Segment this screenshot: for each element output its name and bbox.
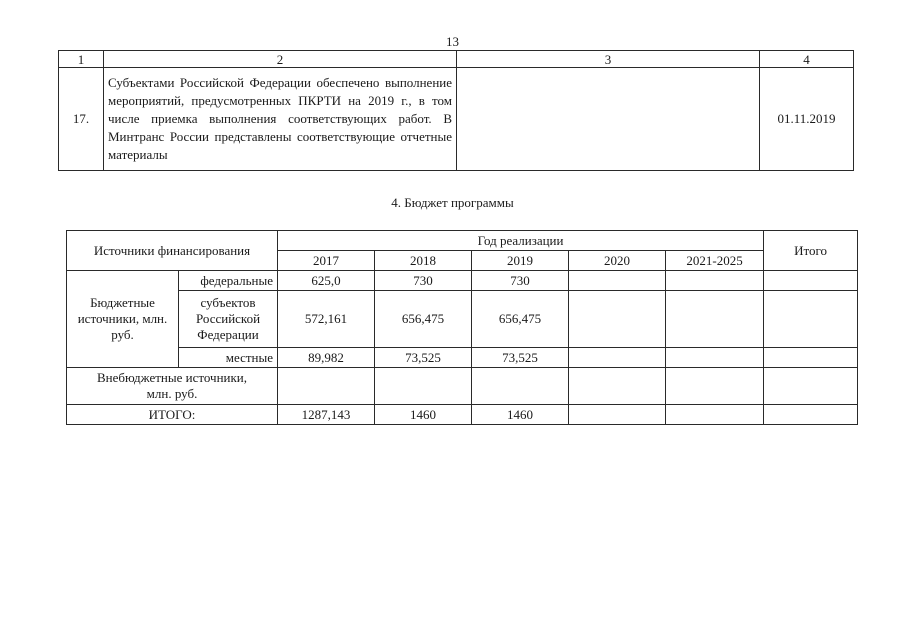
total-header: Итого bbox=[764, 231, 858, 271]
col-header-2: 2 bbox=[104, 51, 457, 68]
table-header-row bbox=[59, 51, 854, 68]
table-cell: 89,982 bbox=[278, 348, 375, 368]
table-cell: 1287,143 bbox=[278, 405, 375, 425]
table-cell bbox=[666, 368, 764, 405]
table-cell bbox=[764, 348, 858, 368]
table-cell: 73,525 bbox=[472, 348, 569, 368]
extrabudget-label: Внебюджетные источники, млн. руб. bbox=[67, 368, 278, 405]
table-cell bbox=[764, 291, 858, 348]
total-label: ИТОГО: bbox=[67, 405, 278, 425]
table-row bbox=[67, 291, 858, 348]
table-cell: 1460 bbox=[472, 405, 569, 425]
table-cell: 656,475 bbox=[472, 291, 569, 348]
col-header-3: 3 bbox=[457, 51, 760, 68]
table-cell bbox=[666, 405, 764, 425]
year-2021-2025: 2021-2025 bbox=[666, 251, 764, 271]
table-cell bbox=[569, 348, 666, 368]
table-cell bbox=[666, 271, 764, 291]
local-label: местные bbox=[179, 348, 278, 368]
table-cell: 625,0 bbox=[278, 271, 375, 291]
table-cell: 656,475 bbox=[375, 291, 472, 348]
table-cell: 572,161 bbox=[278, 291, 375, 348]
year-2019: 2019 bbox=[472, 251, 569, 271]
subjects-label: субъектов Российской Федерации bbox=[179, 291, 278, 348]
table-cell bbox=[764, 368, 858, 405]
section-title: 4. Бюджет программы bbox=[391, 195, 514, 210]
total-row bbox=[67, 405, 858, 425]
col-header-1: 1 bbox=[59, 51, 104, 68]
table-cell: 730 bbox=[472, 271, 569, 291]
federal-label: федеральные bbox=[179, 271, 278, 291]
row-description: Субъектами Российской Федерации обеспечено выполнение мероприятий, предусмотренных ПКРТИ на 2019 г., в том числе приемка выполнения соответствующих работ. В Минтранс России представлены соответствующие отчетные материалы bbox=[104, 68, 457, 171]
table-cell bbox=[569, 291, 666, 348]
table-cell bbox=[278, 368, 375, 405]
table-row bbox=[67, 348, 858, 368]
budget-header-row bbox=[67, 231, 858, 251]
row-col3 bbox=[457, 68, 760, 171]
table-cell: 730 bbox=[375, 271, 472, 291]
table-row bbox=[67, 271, 858, 291]
table-cell: 73,525 bbox=[375, 348, 472, 368]
table-cell bbox=[472, 368, 569, 405]
page-number: 13 bbox=[446, 34, 459, 49]
sources-header: Источники финансирования bbox=[67, 231, 278, 271]
table-cell bbox=[666, 291, 764, 348]
row-number: 17. bbox=[59, 68, 104, 171]
table-cell bbox=[569, 368, 666, 405]
table-cell bbox=[375, 368, 472, 405]
budget-table bbox=[66, 230, 858, 425]
year-2020: 2020 bbox=[569, 251, 666, 271]
year-2017: 2017 bbox=[278, 251, 375, 271]
year-header: Год реализации bbox=[278, 231, 764, 251]
measures-table bbox=[58, 50, 854, 171]
year-2018: 2018 bbox=[375, 251, 472, 271]
table-cell bbox=[764, 271, 858, 291]
col-header-4: 4 bbox=[760, 51, 854, 68]
table-cell bbox=[569, 271, 666, 291]
table-cell: 1460 bbox=[375, 405, 472, 425]
table-cell bbox=[569, 405, 666, 425]
row-date: 01.11.2019 bbox=[760, 68, 854, 171]
table-cell bbox=[764, 405, 858, 425]
table-row bbox=[67, 368, 858, 405]
table-row bbox=[59, 68, 854, 171]
table-cell bbox=[666, 348, 764, 368]
budget-sources-label: Бюджетные источники, млн. руб. bbox=[67, 271, 179, 368]
